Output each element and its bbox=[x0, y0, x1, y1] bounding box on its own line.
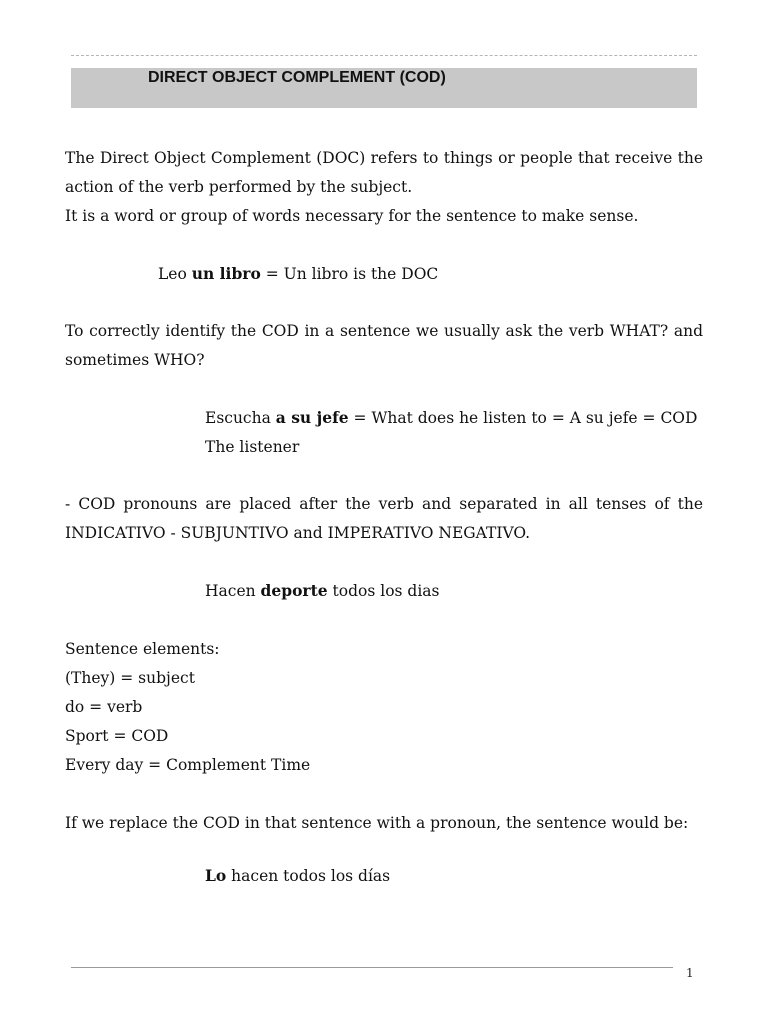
top-divider bbox=[71, 55, 697, 56]
elements-title: Sentence elements: bbox=[65, 640, 220, 658]
example-4-bold: Lo bbox=[205, 866, 227, 885]
example-3 bbox=[205, 581, 439, 601]
example-3-bold: deporte bbox=[260, 581, 328, 600]
example-2-bold: a su jefe bbox=[275, 408, 349, 427]
page-title: DIRECT OBJECT COMPLEMENT (COD) bbox=[148, 69, 446, 86]
heading-banner bbox=[71, 68, 697, 108]
example-3-pre: Hacen bbox=[205, 582, 261, 600]
page-number: 1 bbox=[686, 966, 694, 980]
example-3-post: todos los dias bbox=[327, 582, 440, 600]
example-1 bbox=[158, 264, 438, 284]
element-item: do = verb bbox=[65, 698, 143, 716]
intro-line-2: It is a word or group of words necessary for the sentence to make sense. bbox=[65, 207, 639, 225]
element-item: Every day = Complement Time bbox=[65, 756, 311, 774]
example-1-bold: un libro bbox=[191, 264, 261, 283]
example-2-post: = What does he listen to = A su jefe = COD bbox=[348, 409, 698, 427]
footer-divider bbox=[71, 967, 673, 968]
example-2-line-2: The listener bbox=[205, 438, 300, 456]
example-2-pre: Escucha bbox=[205, 409, 276, 427]
example-4 bbox=[205, 866, 390, 886]
replace-paragraph: If we replace the COD in that sentence with a pronoun, the sentence would be: bbox=[65, 814, 689, 832]
example-1-post: = Un libro is the DOC bbox=[260, 265, 439, 283]
element-item: (They) = subject bbox=[65, 669, 195, 687]
example-1-pre: Leo bbox=[158, 265, 192, 283]
example-4-post: hacen todos los días bbox=[226, 867, 391, 885]
pronoun-paragraph: - COD pronouns are placed after the verb and separated in all tenses of the INDICATIVO - SUBJUNTIVO and IMPERATIVO NEGATIVO. bbox=[65, 495, 703, 542]
question-paragraph: To correctly identify the COD in a sentence we usually ask the verb WHAT? and sometimes WHO? bbox=[65, 322, 703, 369]
element-item: Sport = COD bbox=[65, 727, 169, 745]
example-2 bbox=[205, 408, 697, 428]
intro-paragraph: The Direct Object Complement (DOC) refers to things or people that receive the action of the verb performed by the subject. bbox=[65, 149, 703, 196]
